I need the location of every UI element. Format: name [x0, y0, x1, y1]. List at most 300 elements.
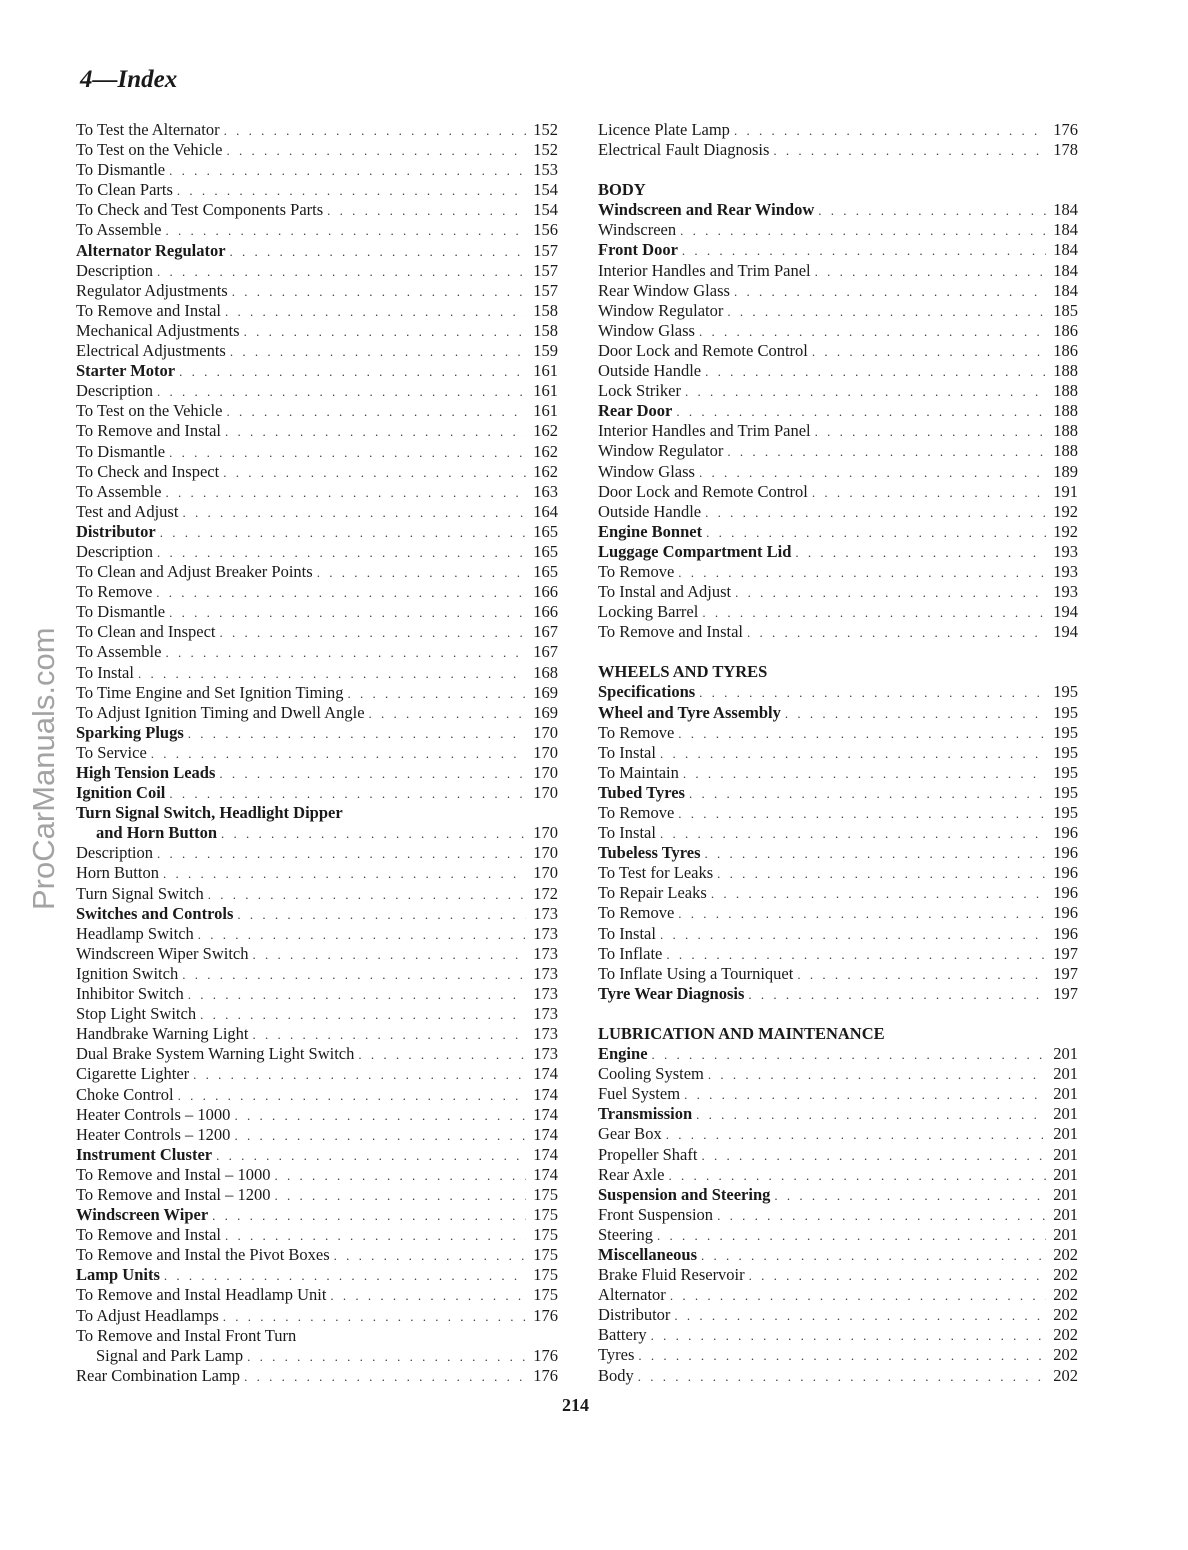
dot-leader [660, 744, 1046, 764]
index-entry-label: To Remove [598, 722, 675, 742]
index-entry [76, 200, 558, 220]
dot-leader [696, 1105, 1046, 1125]
index-entry-label: To Remove and Instal [76, 421, 222, 441]
index-entry-label: To Dismantle [76, 441, 166, 461]
index-entry-label: Specifications [598, 682, 696, 702]
index-entry-label: To Inflate Using a Tourniquet [598, 963, 794, 983]
index-entry [76, 703, 558, 723]
index-entry-label: Fuel System [598, 1084, 681, 1104]
index-entry-page: 193 [1053, 582, 1078, 602]
dot-leader [237, 905, 526, 925]
index-entry-page: 192 [1053, 521, 1078, 541]
index-entry [598, 984, 1078, 1004]
index-entry [598, 220, 1078, 240]
index-entry [76, 482, 558, 502]
index-entry-page: 193 [1053, 561, 1078, 581]
index-entry-page: 173 [533, 1024, 558, 1044]
dot-leader [670, 1286, 1046, 1306]
index-entry-label: Stop Light Switch [76, 1004, 197, 1024]
index-entry-page: 201 [1053, 1184, 1078, 1204]
section-heading: LUBRICATION AND MAINTENANCE [598, 1023, 885, 1043]
dot-leader [812, 342, 1046, 362]
index-entry-page: 184 [1053, 220, 1078, 240]
index-entry-label: Rear Combination Lamp [76, 1365, 241, 1385]
index-entry [76, 562, 558, 582]
index-entry-label: Description [76, 381, 153, 401]
dot-leader [735, 583, 1046, 603]
index-entry-label: Windscreen Wiper [76, 1205, 209, 1225]
index-entry-page: 175 [533, 1184, 558, 1204]
index-entry [76, 964, 558, 984]
index-entry-label: To Assemble [76, 481, 162, 501]
index-entry [76, 1225, 558, 1245]
dot-leader [244, 1367, 526, 1387]
index-entry-label: Dual Brake System Warning Light Switch [76, 1044, 355, 1064]
index-entry-label: Front Suspension [598, 1204, 714, 1224]
index-entry-label: Front Door [598, 240, 678, 260]
index-entry-page: 154 [533, 180, 558, 200]
dot-leader [212, 1206, 526, 1226]
index-entry-page: 188 [1053, 421, 1078, 441]
index-entry-page: 159 [533, 341, 558, 361]
index-entry [76, 924, 558, 944]
index-entry [76, 542, 558, 562]
dot-leader [699, 683, 1046, 703]
index-entry-page: 184 [1053, 280, 1078, 300]
dot-leader [200, 1005, 526, 1025]
dot-leader [179, 362, 526, 382]
index-entry-label: To Instal [598, 923, 656, 943]
index-entry-label: Mechanical Adjustments [76, 320, 240, 340]
index-entry-label: Licence Plate Lamp [598, 120, 730, 139]
index-entry [598, 321, 1078, 341]
index-entry-label: Turn Signal Switch, Headlight Dipper [76, 803, 343, 823]
dot-leader [680, 221, 1046, 241]
index-entry-page: 188 [1053, 441, 1078, 461]
index-entry [76, 301, 558, 321]
index-entry [76, 723, 558, 743]
index-entry-page: 196 [1053, 843, 1078, 863]
index-entry [76, 763, 558, 783]
dot-leader [815, 422, 1046, 442]
index-entry [598, 441, 1078, 461]
dot-leader [668, 1166, 1046, 1186]
index-entry-page: 157 [533, 280, 558, 300]
index-entry-page: 202 [1053, 1325, 1078, 1345]
dot-leader [226, 402, 526, 422]
index-entry-page: 195 [1053, 702, 1078, 722]
index-entry [598, 903, 1078, 923]
index-entry [76, 120, 558, 140]
index-entry-page: 169 [533, 682, 558, 702]
index-entry-label: To Repair Leaks [598, 883, 707, 903]
index-entry-page: 168 [533, 662, 558, 682]
index-entry-label: Gear Box [598, 1124, 662, 1144]
dot-leader [674, 1306, 1046, 1326]
index-entry-page: 193 [1053, 541, 1078, 561]
index-entry-label: Test and Adjust [76, 501, 179, 521]
dot-leader [812, 483, 1046, 503]
index-entry-page: 196 [1053, 923, 1078, 943]
index-entry [76, 522, 558, 542]
index-entry-page: 158 [533, 320, 558, 340]
index-entry-label: Alternator [598, 1285, 666, 1305]
index-entry-page: 170 [533, 783, 558, 803]
dot-leader [330, 1286, 526, 1306]
index-entry-page: 195 [1053, 782, 1078, 802]
dot-leader [244, 322, 526, 342]
index-entry [76, 180, 558, 200]
dot-leader [369, 704, 526, 724]
index-entry [76, 904, 558, 924]
index-entry-page: 158 [533, 300, 558, 320]
index-entry-label: Door Lock and Remote Control [598, 340, 808, 360]
dot-leader [701, 1246, 1046, 1266]
dot-leader [699, 463, 1046, 483]
index-entry [598, 240, 1078, 260]
index-entry [76, 683, 558, 703]
index-entry-page: 197 [1053, 963, 1078, 983]
index-entry-label: To Remove [598, 903, 675, 923]
index-entry-page: 174 [533, 1164, 558, 1184]
index-entry-page: 152 [533, 140, 558, 160]
index-entry-label: To Check and Inspect [76, 461, 220, 481]
index-entry-page: 176 [533, 1345, 558, 1365]
index-entry-page: 165 [533, 541, 558, 561]
index-entry [598, 602, 1078, 622]
index-entry-page: 201 [1053, 1064, 1078, 1084]
index-entry-label: Cooling System [598, 1064, 704, 1084]
index-entry-label: Instrument Cluster [76, 1144, 213, 1164]
index-entry-page: 173 [533, 1004, 558, 1024]
dot-leader [747, 623, 1046, 643]
index-entry [76, 321, 558, 341]
index-column-right [598, 120, 1078, 1386]
index-entry-page: 175 [533, 1225, 558, 1245]
dot-leader [178, 1086, 526, 1106]
index-entry [598, 261, 1078, 281]
index-entry-label: and Horn Button [96, 823, 218, 843]
dot-leader [275, 1166, 526, 1186]
index-entry [598, 883, 1078, 903]
index-entry-page: 202 [1053, 1244, 1078, 1264]
index-entry-label: Interior Handles and Trim Panel [598, 421, 811, 441]
dot-leader [160, 523, 526, 543]
index-entry-label: High Tension Leads [76, 763, 216, 782]
index-entry-label: Rear Window Glass [598, 280, 730, 300]
dot-leader [666, 1125, 1046, 1145]
index-entry-label: Battery [598, 1325, 647, 1345]
dot-leader [327, 201, 526, 221]
index-entry [76, 140, 558, 160]
index-entry [598, 140, 1078, 160]
index-entry [598, 1084, 1078, 1104]
index-entry-page: 202 [1053, 1285, 1078, 1305]
index-entry-page: 174 [533, 1144, 558, 1164]
index-entry [598, 1305, 1078, 1325]
dot-leader [678, 724, 1046, 744]
index-entry [598, 381, 1078, 401]
dot-leader [230, 342, 526, 362]
index-entry-page: 184 [1053, 240, 1078, 260]
index-entry-page: 175 [533, 1265, 558, 1285]
index-entry-page: 202 [1053, 1345, 1078, 1365]
dot-leader [177, 181, 526, 201]
index-entry [76, 823, 558, 843]
dot-leader [198, 925, 526, 945]
dot-leader [223, 463, 526, 483]
index-entry-label: Interior Handles and Trim Panel [598, 260, 811, 280]
index-entry [76, 1024, 558, 1044]
index-entry [598, 421, 1078, 441]
index-entry [598, 924, 1078, 944]
dot-leader [151, 744, 526, 764]
index-entry-label: Turn Signal Switch [76, 883, 204, 903]
index-entry-page: 170 [533, 722, 558, 742]
index-entry-label: Heater Controls – 1000 [76, 1104, 231, 1124]
index-entry-page: 201 [1053, 1104, 1078, 1124]
dot-leader [253, 1025, 527, 1045]
index-entry-page: 175 [533, 1245, 558, 1265]
index-entry [76, 622, 558, 642]
dot-leader [689, 784, 1046, 804]
index-entry [598, 1325, 1078, 1345]
index-entry-page: 176 [533, 1365, 558, 1385]
index-entry-label: Engine [598, 1044, 648, 1064]
index-entry [76, 743, 558, 763]
index-entry-page: 169 [533, 702, 558, 722]
index-entry-label: Windscreen and Rear Window [598, 200, 815, 220]
index-entry [76, 1085, 558, 1105]
index-entry [598, 1285, 1078, 1305]
index-entry [598, 1044, 1078, 1064]
dot-leader [676, 402, 1046, 422]
index-entry-label: Lock Striker [598, 381, 681, 401]
index-entry-page: 189 [1053, 461, 1078, 481]
index-entry [76, 1205, 558, 1225]
index-entry-label: Rear Door [598, 401, 673, 421]
index-entry-page: 184 [1053, 260, 1078, 280]
index-entry-label: Regulator Adjustments [76, 280, 228, 300]
index-entry-page: 174 [533, 1124, 558, 1144]
index-entry [598, 723, 1078, 743]
dot-leader [216, 1146, 526, 1166]
index-entry-label: To Time Engine and Set Ignition Timing [76, 682, 344, 702]
index-entry-page: 162 [533, 421, 558, 441]
dot-leader [275, 1186, 526, 1206]
index-entry [598, 281, 1078, 301]
index-entry-page: 173 [533, 963, 558, 983]
index-entry-label: Window Regulator [598, 441, 724, 461]
index-entry [598, 763, 1078, 783]
dot-leader [225, 302, 526, 322]
index-entry-label: To Instal [598, 742, 656, 762]
index-entry [598, 1245, 1078, 1265]
dot-leader [711, 884, 1046, 904]
dot-leader [727, 442, 1046, 462]
index-entry [598, 482, 1078, 502]
index-entry-label: To Assemble [76, 220, 162, 240]
index-entry [76, 1004, 558, 1024]
dot-leader [157, 262, 526, 282]
index-entry [598, 341, 1078, 361]
index-entry-label: To Inflate [598, 943, 663, 963]
dot-leader [219, 764, 526, 784]
dot-leader [358, 1045, 526, 1065]
index-entry-page: 196 [1053, 883, 1078, 903]
index-entry [76, 843, 558, 863]
dot-leader [749, 1266, 1046, 1286]
dot-leader [226, 141, 526, 161]
dot-leader [815, 262, 1046, 282]
index-entry-label: To Adjust Ignition Timing and Dwell Angle [76, 702, 365, 722]
index-entry-label: Handbrake Warning Light [76, 1024, 249, 1044]
index-entry-page: 192 [1053, 501, 1078, 521]
index-entry-page: 161 [533, 361, 558, 381]
index-entry [76, 663, 558, 683]
index-entry [598, 682, 1078, 702]
index-entry [76, 421, 558, 441]
index-entry-label: Heater Controls – 1200 [76, 1124, 231, 1144]
index-entry-label: To Clean Parts [76, 180, 173, 200]
index-entry [76, 984, 558, 1004]
dot-leader [683, 764, 1046, 784]
index-entry-page: 196 [1053, 903, 1078, 923]
index-entry-label: Window Regulator [598, 300, 724, 320]
dot-leader [685, 382, 1046, 402]
section-heading: BODY [598, 180, 646, 200]
dot-leader [705, 503, 1046, 523]
index-entry [598, 783, 1078, 803]
index-entry-label: To Instal and Adjust [598, 582, 732, 602]
index-entry [598, 1366, 1078, 1386]
index-entry-label: To Remove [598, 803, 675, 822]
dot-leader [188, 724, 526, 744]
index-entry-label: To Remove and Instal [598, 622, 744, 642]
index-entry-label: Starter Motor [76, 361, 176, 381]
index-entry-label: Transmission [598, 1104, 693, 1124]
dot-leader [208, 885, 526, 905]
index-entry-label: To Clean and Inspect [76, 622, 216, 642]
dot-leader [774, 1186, 1046, 1206]
index-entry-page: 201 [1053, 1224, 1078, 1244]
dot-leader [717, 1206, 1046, 1226]
index-entry-label: Windscreen Wiper Switch [76, 943, 249, 963]
index-entry-label: Distributor [76, 521, 156, 541]
index-entry-label: Window Glass [598, 320, 695, 340]
index-entry-label: To Dismantle [76, 160, 166, 180]
index-entry [598, 1145, 1078, 1165]
index-entry [76, 1346, 558, 1366]
index-entry-page: 188 [1053, 361, 1078, 381]
index-entry-label: Signal and Park Lamp [96, 1345, 244, 1365]
index-entry [76, 1044, 558, 1064]
dot-leader [638, 1367, 1046, 1387]
index-entry [598, 823, 1078, 843]
dot-leader [682, 241, 1046, 261]
dot-leader [797, 965, 1046, 985]
watermark: ProCarManuals.com [26, 627, 61, 910]
index-entry [598, 1185, 1078, 1205]
dot-leader [678, 904, 1046, 924]
index-entry [598, 200, 1078, 220]
dot-leader [169, 161, 526, 181]
index-entry [598, 1165, 1078, 1185]
index-entry-page: 152 [533, 120, 558, 139]
dot-leader [717, 864, 1046, 884]
page-header: 4—Index [80, 66, 178, 93]
dot-leader [164, 1266, 526, 1286]
index-entry [76, 1185, 558, 1205]
index-entry-page: 161 [533, 381, 558, 401]
index-entry-page: 170 [533, 742, 558, 762]
index-entry-page: 196 [1053, 863, 1078, 883]
index-entry-label: Wheel and Tyre Assembly [598, 702, 781, 722]
index-entry-label: To Instal [76, 662, 134, 682]
index-entry-page: 202 [1053, 1265, 1078, 1285]
index-entry-label: Sparking Plugs [76, 722, 184, 742]
index-entry-label: Tyres [598, 1345, 635, 1365]
index-entry-label: Switches and Controls [76, 903, 234, 923]
index-entry-page: 201 [1053, 1044, 1078, 1064]
dot-leader [748, 985, 1046, 1005]
dot-leader [169, 603, 526, 623]
index-entry-label: Propeller Shaft [598, 1144, 698, 1164]
index-entry-page: 194 [1053, 622, 1078, 642]
dot-leader [193, 1065, 526, 1085]
index-entry [76, 401, 558, 421]
index-entry [76, 160, 558, 180]
index-entry-label: Description [76, 260, 153, 280]
index-entry-page: 170 [533, 763, 558, 782]
index-entry-page: 154 [533, 200, 558, 220]
index-entry-label: To Remove and Instal Headlamp Unit [76, 1285, 327, 1305]
index-entry-label: To Test on the Vehicle [76, 140, 223, 160]
index-entry-page: 157 [533, 240, 558, 260]
index-entry [598, 582, 1078, 602]
dot-leader [708, 1065, 1046, 1085]
index-entry-page: 164 [533, 501, 558, 521]
index-entry-label: To Remove [598, 561, 675, 581]
dot-leader [734, 282, 1046, 302]
index-entry-page: 175 [533, 1205, 558, 1225]
dot-leader [678, 563, 1046, 583]
dot-leader [232, 282, 526, 302]
index-entry-page: 201 [1053, 1164, 1078, 1184]
index-entry [76, 1285, 558, 1305]
dot-leader [660, 824, 1046, 844]
index-entry-label: To Remove and Instal [76, 1225, 222, 1245]
index-entry [598, 1205, 1078, 1225]
dot-leader [727, 302, 1046, 322]
index-entry-page: 173 [533, 923, 558, 943]
index-entry-page: 174 [533, 1104, 558, 1124]
index-entry [76, 944, 558, 964]
index-entry-page: 153 [533, 160, 558, 180]
index-entry [76, 341, 558, 361]
index-entry-label: Miscellaneous [598, 1244, 697, 1264]
dot-leader [165, 643, 526, 663]
index-entry [598, 843, 1078, 863]
index-entry-label: Description [76, 843, 153, 863]
index-entry [598, 542, 1078, 562]
index-entry-page: 175 [533, 1285, 558, 1305]
index-entry [598, 522, 1078, 542]
dot-leader [785, 704, 1046, 724]
dot-leader [230, 242, 526, 262]
dot-leader [702, 603, 1046, 623]
index-entry-page: 170 [533, 843, 558, 863]
